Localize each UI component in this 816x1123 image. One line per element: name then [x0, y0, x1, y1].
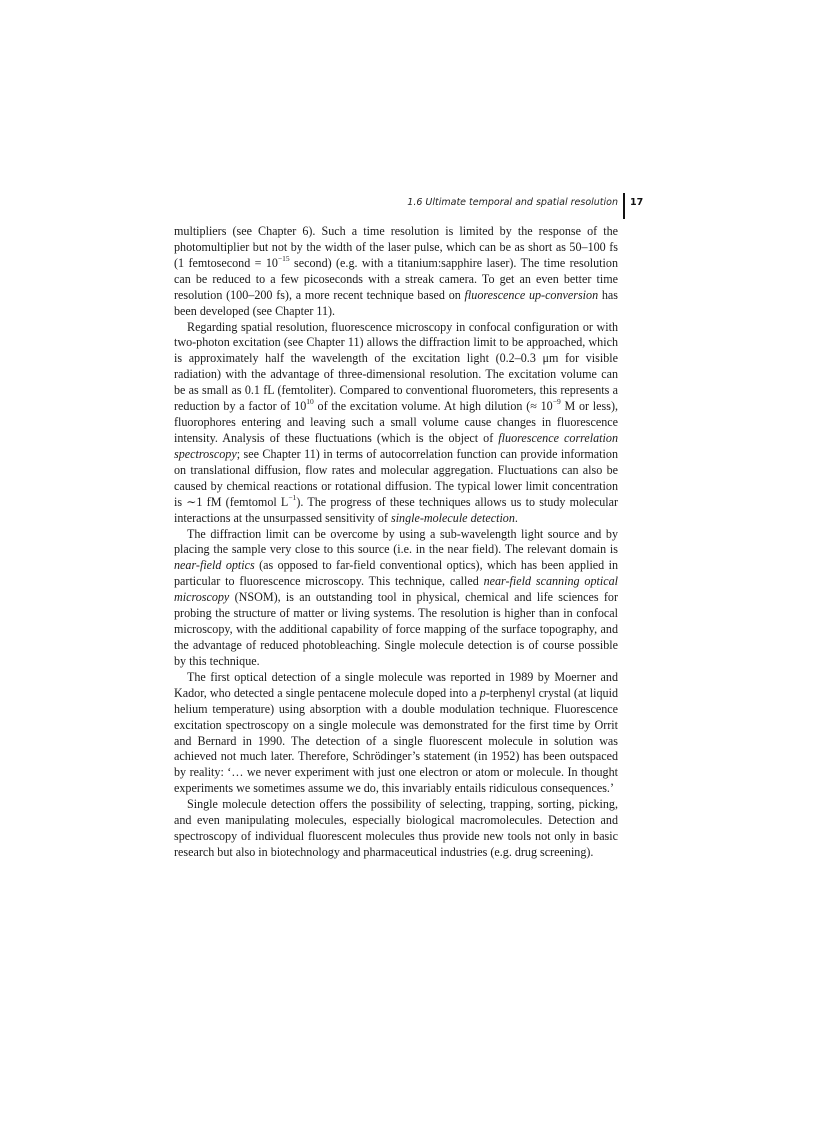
italic-term: fluorescence correlation spectroscopy	[174, 430, 618, 461]
text-run: .	[514, 510, 518, 525]
paragraph-spatial-resolution	[174, 320, 618, 527]
paragraph-single-molecule-applications	[174, 797, 618, 861]
text-run: second) (e.g. with a titanium:sapphire laser). The time resolution can be reduced to a few picoseconds with a streak camera. To get an even better time resolution (100–200 fs), a more recent technique based on	[174, 255, 618, 302]
italic-term: single-molecule detection	[390, 510, 515, 525]
italic-term: fluorescence up-conversion	[464, 287, 599, 302]
text-run: -terphenyl crystal (at liquid helium temperature) using absorption with a double modulation technique. Fluorescence excitation spectroscopy on a single molecule was demonstrated for the first time by Orrit and Bernard in 1990. The detection of a single fluorescent molecule in solution was achieved not much later. Therefore, Schrödinger’s statement (in 1952) has been outspaced by reality: ‘… we never experiment with just one electron or atom or molecule. In thought experiments we sometimes assume we do, this invariably entails ridiculous consequences.’	[174, 685, 619, 796]
italic-term: p	[479, 685, 486, 700]
text-run: Single molecule detection offers the possibility of selecting, trapping, sorting, picking, and even manipulating molecules, especially biological macromolecules. Detection and spectroscopy of individual fluorescent molecules thus provide new tools not only in basic research but also in biotechnology and pharmaceutical industries (e.g. drug screening).	[174, 797, 618, 859]
text-run: M or less), fluorophores entering and leaving such a small volume cause changes in fluorescence intensity. Analysis of these fluctuations (which is the object of	[174, 399, 619, 445]
text-run: of the excitation volume. At high dilution (≈ 10	[313, 399, 553, 414]
superscript-exponent: −1	[288, 492, 297, 502]
superscript-exponent: −9	[552, 397, 561, 407]
text-run: The first optical detection of a single molecule was reported in 1989 by Moerner and Kador, who detected a single pentacene molecule doped into a	[174, 669, 618, 700]
text-run: ). The progress of these techniques allows us to study molecular interactions at the unsurpassed sensitivity of	[174, 494, 618, 525]
page-number: 17	[630, 197, 644, 208]
superscript-exponent: −15	[277, 253, 290, 263]
superscript-exponent: 10	[306, 397, 314, 407]
text-run: Regarding spatial resolution, fluorescence microscopy in confocal configuration or with two-photon excitation (see Chapter 11) allows the diffraction limit to be approached, which is approximately half the wavelength of the excitation light (0.2–0.3 μm for visible radiation) with the advantage of three-dimensional resolution. The excitation volume can be as small as 0.1 fL (femtoliter). Compared to conventional fluorometers, this represents a reduction by a factor of 10	[174, 319, 618, 414]
text-run: The diffraction limit can be overcome by using a sub-wavelength light source and by placing the sample very close to this source (i.e. in the near field). The relevant domain is	[174, 526, 618, 557]
text-run: (NSOM), is an outstanding tool in physical, chemical and life sciences for probing the structure of matter or living systems. The resolution is higher than in confocal microscopy, with the additional capability of force mapping of the surface topography, and the advantage of reduced photobleaching. Single molecule detection is of course possible by this technique.	[174, 590, 618, 668]
header-divider	[623, 193, 625, 219]
italic-term: near-field scanning optical microscopy	[174, 574, 618, 605]
paragraph-single-molecule-history	[174, 670, 618, 797]
text-run: has been developed (see Chapter 11).	[174, 287, 618, 318]
text-run: multipliers (see Chapter 6). Such a time resolution is limited by the response of the photomultiplier but not by the width of the laser pulse, which can be as short as 50–100 fs (1 femtosecond = 10	[174, 224, 618, 270]
running-head-title: 1.6 Ultimate temporal and spatial resolution	[407, 197, 618, 208]
text-run: (as opposed to far-field conventional optics), which has been applied in particular to fluorescence microscopy. This technique, called	[174, 558, 618, 589]
paragraph-time-resolution	[174, 224, 618, 320]
italic-term: near-field optics	[174, 558, 255, 573]
body-text	[174, 224, 618, 861]
text-run: ; see Chapter 11) in terms of autocorrelation function can provide information on translational diffusion, flow rates and molecular aggregation. Fluctuations can also be caused by chemical reactions or rotational diffusion. The typical lower limit concentration is ∼1 fM (femtomol L	[174, 446, 618, 509]
paragraph-near-field-optics	[174, 527, 618, 670]
